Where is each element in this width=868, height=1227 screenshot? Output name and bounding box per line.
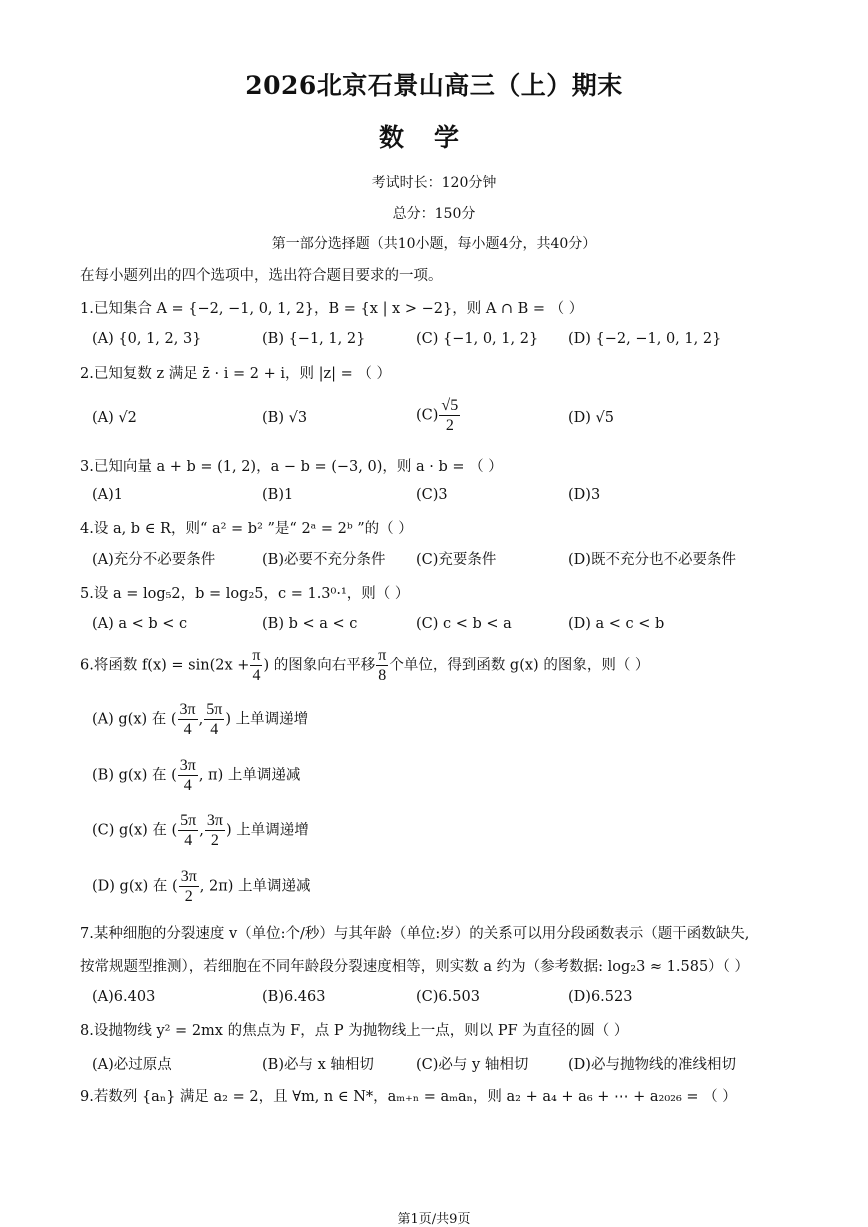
page-number: 第1页/共9页 xyxy=(397,1212,471,1227)
question-8-option-a: (A)必过原点 xyxy=(92,1057,172,1073)
fraction xyxy=(178,700,198,739)
question-5-stem: 5.设 a = log₅2，b = log₂5，c = 1.3⁰·¹，则（ ） xyxy=(80,586,410,602)
fraction-denominator: 2 xyxy=(445,417,454,434)
stem-part: 个单位，得到函数 g(x) 的图象，则（ ） xyxy=(389,657,650,674)
fraction-denominator: 8 xyxy=(378,667,387,684)
question-8-option-b: (B)必与 x 轴相切 xyxy=(262,1057,374,1073)
question-5-option-d: (D) a < c < b xyxy=(568,616,665,632)
fraction xyxy=(178,756,198,795)
question-6-option-b xyxy=(92,756,300,795)
option-text: , 2π xyxy=(199,878,228,895)
fraction-numerator: 5π xyxy=(206,701,223,718)
question-5-option-c: (C) c < b < a xyxy=(416,616,512,632)
fraction-denominator: 4 xyxy=(183,777,192,794)
stem-part: ) 的图象向右平移 xyxy=(263,657,376,674)
option-text: , xyxy=(199,822,204,839)
option-text: ) 上单调递减 xyxy=(217,767,301,784)
fraction xyxy=(250,646,262,685)
question-9-stem: 9.若数列 {aₙ} 满足 a₂ = 2，且 ∀m, n ∈ N*，aₘ₊ₙ = aₘaₙ，则 a₂ + a₄ + a₆ + ⋯ + a₂₀₂₆ = （ ） xyxy=(80,1089,737,1105)
fraction-denominator: 2 xyxy=(184,888,193,905)
question-8-stem: 8.设抛物线 y² = 2mx 的焦点为 F，点 P 为抛物线上一点，则以 PF 为直径的圆（ ） xyxy=(80,1023,629,1039)
question-7-option-c: (C)6.503 xyxy=(416,989,480,1005)
exam-title: 2026北京石景山高三（上）期末 xyxy=(245,71,623,100)
fraction xyxy=(204,700,224,739)
question-3-option-c: (C)3 xyxy=(416,487,448,503)
question-1-option-b: (B) {−1, 1, 2} xyxy=(262,331,366,347)
fraction xyxy=(205,811,225,850)
fraction-numerator: 3π xyxy=(179,701,196,718)
question-7-option-b: (B)6.463 xyxy=(262,989,326,1005)
fraction xyxy=(439,396,460,435)
question-2-stem: 2.已知复数 z 满足 z̄ · i = 2 + i，则 |z| = （ ） xyxy=(80,366,391,382)
question-6-option-a xyxy=(92,700,308,739)
option-text: (B) g(x) 在 ( xyxy=(92,767,177,784)
exam-total: 总分：150分 xyxy=(392,206,476,222)
section-title: 第一部分选择题（共10小题，每小题4分，共40分） xyxy=(271,236,597,252)
question-6-stem xyxy=(80,646,649,685)
option-text: ) 上单调递增 xyxy=(225,711,309,728)
fraction xyxy=(376,646,388,685)
question-3-option-d: (D)3 xyxy=(568,487,601,503)
question-3-option-b: (B)1 xyxy=(262,487,294,503)
fraction-denominator: 2 xyxy=(210,832,219,849)
option-text: , xyxy=(198,711,204,728)
fraction-numerator: 3π xyxy=(179,757,196,774)
question-5-option-a: (A) a < b < c xyxy=(92,616,188,632)
fraction xyxy=(178,811,198,850)
option-text: , π xyxy=(198,767,218,784)
fraction xyxy=(179,867,199,906)
question-6-option-c xyxy=(92,811,309,850)
question-1-option-a: (A) {0, 1, 2, 3} xyxy=(92,331,202,347)
question-6-option-d xyxy=(92,867,311,906)
question-1-option-d: (D) {−2, −1, 0, 1, 2} xyxy=(568,331,722,347)
fraction-numerator: 3π xyxy=(206,812,223,829)
fraction-denominator: 4 xyxy=(183,721,192,738)
option-text: ) 上单调递减 xyxy=(227,878,311,895)
question-2-option-b: (B) √3 xyxy=(262,410,308,426)
question-4-option-a: (A)充分不必要条件 xyxy=(92,552,216,568)
question-4-option-d: (D)既不充分也不必要条件 xyxy=(568,552,736,568)
question-4-option-c: (C)充要条件 xyxy=(416,552,497,568)
section-instruction: 在每小题列出的四个选项中，选出符合题目要求的一项。 xyxy=(80,268,443,284)
exam-duration: 考试时长：120分钟 xyxy=(371,175,497,191)
question-7-stem-line-1: 7.某种细胞的分裂速度 v（单位:个/秒）与其年龄（单位:岁）的关系可以用分段函数表示（题干函数缺失, xyxy=(80,926,750,942)
question-3-option-a: (A)1 xyxy=(92,487,124,503)
fraction-denominator: 4 xyxy=(184,832,193,849)
question-2-option-c xyxy=(416,396,461,435)
option-text: (D) g(x) 在 ( xyxy=(92,878,178,895)
question-3-stem: 3.已知向量 a + b = (1, 2)，a − b = (−3, 0)，则 a · b = （ ） xyxy=(80,459,503,475)
question-4-stem: 4.设 a, b ∈ R，则“ a² = b² ”是“ 2ᵃ = 2ᵇ ”的（ ） xyxy=(80,521,413,537)
option-text: ) 上单调递增 xyxy=(225,822,309,839)
option-c-label: (C) xyxy=(416,407,439,424)
question-5-option-b: (B) b < a < c xyxy=(262,616,358,632)
fraction-numerator: π xyxy=(378,647,387,664)
question-2-option-d: (D) √5 xyxy=(568,410,615,426)
option-text: (C) g(x) 在 ( xyxy=(92,822,178,839)
fraction-numerator: π xyxy=(252,647,261,664)
question-8-option-d: (D)必与抛物线的准线相切 xyxy=(568,1057,736,1073)
stem-part: 6.将函数 f(x) = sin(2x + xyxy=(80,657,250,674)
question-4-option-b: (B)必要不充分条件 xyxy=(262,552,386,568)
question-1-option-c: (C) {−1, 0, 1, 2} xyxy=(416,331,539,347)
option-text: (A) g(x) 在 ( xyxy=(92,711,177,728)
fraction-denominator: 4 xyxy=(210,721,219,738)
fraction-numerator: √5 xyxy=(441,397,459,414)
fraction-numerator: 5π xyxy=(180,812,197,829)
subject-title: 数学 xyxy=(378,123,489,152)
fraction-denominator: 4 xyxy=(252,667,261,684)
question-7-option-a: (A)6.403 xyxy=(92,989,156,1005)
question-2-option-a: (A) √2 xyxy=(92,410,137,426)
question-7-stem-line-2: 按常规题型推测），若细胞在不同年龄段分裂速度相等，则实数 a 约为（参考数据: log₂3 ≈ 1.585）（ ） xyxy=(80,959,750,975)
fraction-numerator: 3π xyxy=(180,868,197,885)
question-1-stem: 1.已知集合 A = {−2, −1, 0, 1, 2}，B = {x | x > −2}，则 A ∩ B = （ ） xyxy=(80,301,584,317)
question-8-option-c: (C)必与 y 轴相切 xyxy=(416,1057,529,1073)
question-7-option-d: (D)6.523 xyxy=(568,989,633,1005)
